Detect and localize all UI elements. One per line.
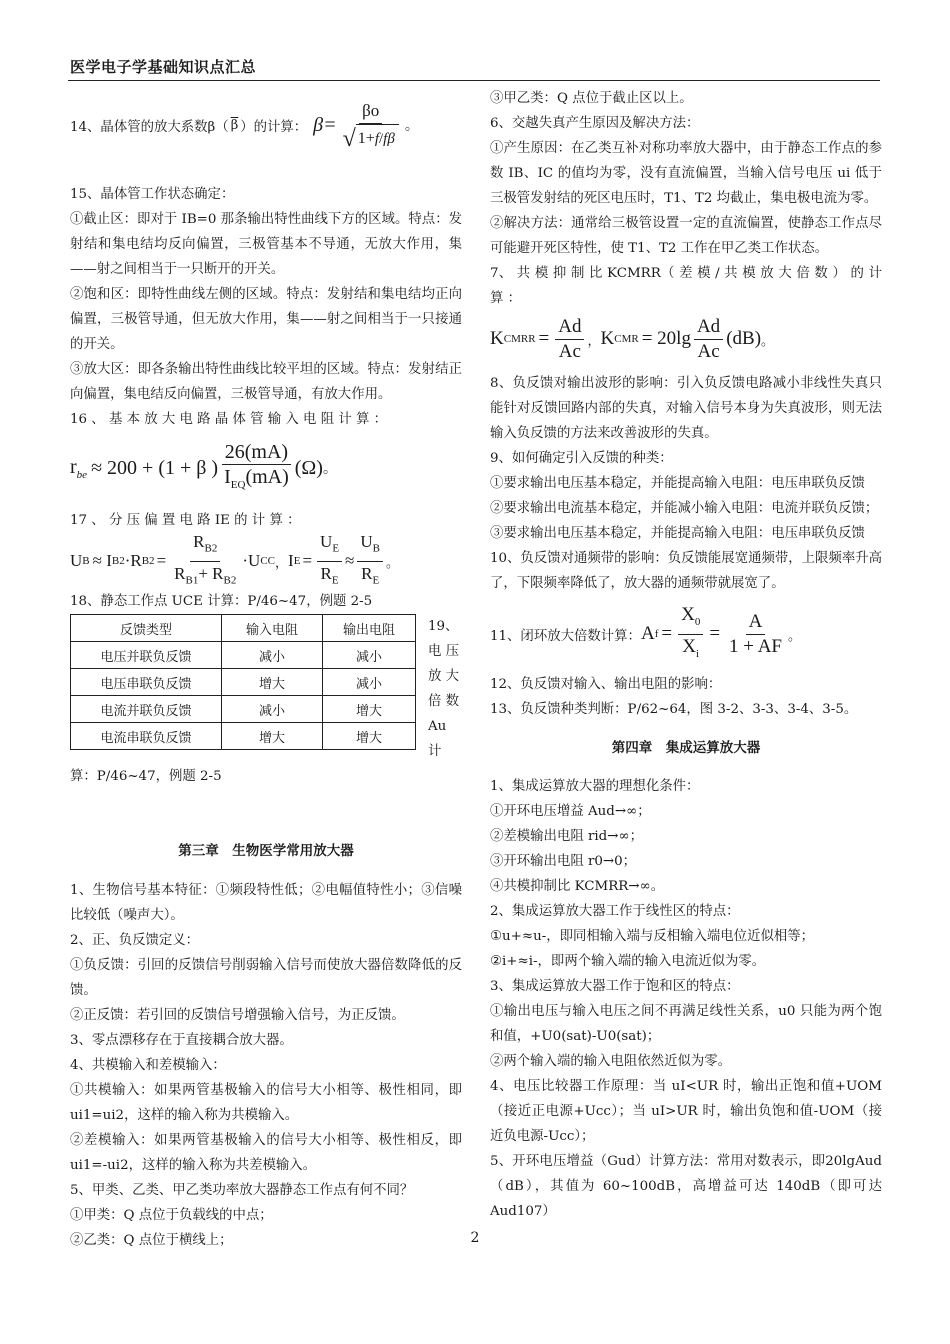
- ie-numerator: [317, 530, 342, 561]
- num-sub: B2: [204, 542, 218, 555]
- r-item-12: 12、负反馈对输入、输出电阻的影响：: [490, 677, 722, 692]
- r-item-6a: ①产生原因：在乙类互补对称功率放大器中，由于静态工作点的参数 IB、IC 的值均为零，没有直流偏置，当输入信号电压 ui 低于三极管发射结的死区电压时，T1、T2 均截止，集电极电流为零。: [490, 141, 882, 206]
- c4-item-1d: ④共模抑制比 KCMRR→∞。: [490, 879, 665, 894]
- item-18: 18、静态工作点 UCE 计算：P/46~47，例题 2-5: [70, 594, 373, 609]
- ucc-u: ·U: [242, 551, 261, 570]
- item-14-text2: ）的计算：: [240, 119, 308, 135]
- rbe-end: 。: [322, 462, 337, 477]
- comma: ，: [275, 554, 289, 570]
- re-r: R: [320, 563, 332, 583]
- k-sub: CMRR: [503, 333, 536, 345]
- c4-item-2: 2、集成运算放大器工作于线性区的特点：: [490, 904, 740, 919]
- re2-r: R: [361, 563, 373, 583]
- ub-u: U: [70, 551, 83, 570]
- ib-i: ≈ I: [92, 551, 112, 570]
- table-cell: 增大: [222, 669, 323, 696]
- ub-fraction: [357, 530, 383, 592]
- k2-symbol: K: [600, 328, 615, 349]
- kcmrr-end: 。: [761, 332, 775, 348]
- rbe-lhs: [70, 456, 87, 481]
- divider-fraction: [171, 530, 239, 592]
- af-eq2: =: [709, 623, 721, 644]
- item-15-active: ③放大区：即各条输出特性曲线比较平坦的区域。特点：发射结正向偏置，集电结反向偏置，三极管导通，有放大作用。: [70, 362, 462, 402]
- c3-item-3: 3、零点漂移存在于直接耦合放大器。: [70, 1032, 293, 1048]
- ad-ac-fraction: [555, 315, 584, 364]
- formula-end: 。: [404, 119, 419, 134]
- left-column: [70, 86, 462, 1253]
- rbe-r: r: [70, 455, 77, 478]
- r-item-9c: ③要求输出电压基本稳定，并能提高输入电阻：电压串联负反馈: [490, 526, 865, 541]
- c3-item-4a: ①共模输入：如果两管基极输入的信号大小相等、极性相同，即 ui1=ui2，这样的输入称为共模输入。: [70, 1082, 462, 1123]
- re-sub: E: [331, 573, 339, 586]
- a-af-fraction: [726, 610, 785, 659]
- den-sub2: B2: [223, 573, 237, 586]
- xi-x: X: [682, 635, 697, 657]
- rbe-formula: [70, 436, 337, 500]
- x0-sub: 0: [694, 615, 701, 628]
- c4-item-2a: ①u+≈u-，即同相输入端与反相输入端电位近似相等；: [490, 929, 815, 944]
- item-19-line: 电 压: [428, 644, 460, 659]
- table-cell: 增大: [323, 696, 416, 723]
- ub2-sub: B: [372, 542, 381, 555]
- c4-item-5: 5、开环电压增益（Gud）计算方法：常用对数表示，即20lgAud（dB），其值为 60~100dB，高增益可达 140dB（即可达 Aud107）: [490, 1154, 882, 1219]
- chapter-3-title: 第三章 生物医学常用放大器: [178, 843, 354, 859]
- den-sub1: B1: [185, 573, 199, 586]
- r-item-9a: ①要求输出电压基本稳定，并能提高输入电阻：电压串联负反馈: [490, 476, 865, 491]
- ad-ac-fraction-2: [694, 315, 723, 364]
- ad2: Ad: [694, 315, 723, 340]
- comma: ，: [587, 332, 601, 348]
- ac2: Ac: [697, 340, 720, 362]
- item-16-title: 16 、 基 本 放 大 电 路 晶 体 管 输 入 电 阻 计 算 ：: [70, 412, 388, 427]
- af-sub: f: [654, 628, 659, 640]
- c4-item-3b: ②两个输入端的输入电阻依然近似为零。: [490, 1054, 732, 1069]
- c4-item-3: 3、集成运算放大器工作于饱和区的特点：: [490, 979, 740, 994]
- table-row: [71, 642, 416, 669]
- c3-item-2a: ①负反馈：引回的反馈信号削弱输入信号而使放大器倍数降低的反馈。: [70, 957, 462, 998]
- beta-formula: [313, 99, 419, 152]
- item-19-line: 放 大: [428, 669, 460, 684]
- ub-sub: B: [82, 555, 90, 567]
- item-15-cutoff: ①截止区：即对于 IB=0 那条输出特性曲线下方的区域。特点：发射结和集电结均反向偏置，三极管基本不导通，无放大作用，集——射之间相当于一只断开的开关。: [70, 212, 462, 277]
- formula-lhs: β=: [313, 113, 337, 136]
- ub-numerator: [357, 530, 383, 561]
- ad: Ad: [555, 315, 584, 340]
- ie-denominator: [318, 562, 342, 592]
- table-cell: 减小: [323, 642, 416, 669]
- den-plus: + R: [198, 563, 224, 583]
- rbe-mid: ≈ 200 + (1 + β ): [91, 456, 219, 479]
- ie-i: I: [288, 551, 294, 570]
- table-cell: 减小: [323, 669, 416, 696]
- rbe-den-i: I: [224, 465, 231, 488]
- item-19-line: 19、: [428, 619, 459, 634]
- rb2-sub: B2: [141, 555, 155, 567]
- af-eq: =: [661, 623, 673, 644]
- af-end: 。: [788, 627, 802, 643]
- item-14-text: 14、晶体管的放大系数β（: [70, 119, 229, 135]
- ie-fraction: [317, 530, 342, 592]
- page-number: 2: [470, 1230, 480, 1246]
- page-header-title: 医学电子学基础知识点汇总: [70, 58, 257, 76]
- fraction-numerator: βo: [359, 99, 382, 124]
- item-19-line: Au: [428, 719, 447, 734]
- table-row: [71, 669, 416, 696]
- table-cell: 减小: [222, 642, 323, 669]
- beta-bar: $\overline{\beta}$: [230, 117, 239, 133]
- x0: [678, 603, 703, 635]
- table-cell: 增大: [323, 723, 416, 750]
- c4-item-1a: ①开环电压增益 Aud→∞；: [490, 804, 651, 819]
- fraction-denominator: [340, 124, 402, 152]
- table-cell: 减小: [222, 696, 323, 723]
- r-item-10: 10、负反馈对通频带的影响：负反馈能展宽通频带，上限频率升高了，下限频率降低了，放大器的通频带就展宽了。: [490, 551, 882, 591]
- item-19-line: 计: [428, 744, 442, 759]
- r-item-5c: ③甲乙类：Q 点位于截止区以上。: [490, 91, 693, 106]
- item-19-end: 算：P/46~47，例题 2-5: [70, 769, 222, 784]
- c4-item-4: 4、电压比较器工作原理：当 uI<UR 时，输出正饱和值+UOM（接近正电源+Ucc）；当 uI>UR 时，输出负饱和值-UOM（接近负电源-Ucc）；: [490, 1079, 882, 1144]
- r-item-6: 6、交越失真产生原因及解决方法：: [490, 116, 700, 131]
- ie-end: 。: [386, 554, 400, 570]
- table-cell: 电流并联负反馈: [71, 696, 222, 723]
- header-divider: [68, 80, 880, 81]
- den-r: R: [174, 563, 186, 583]
- rb2-r: ·R: [124, 551, 142, 570]
- c3-item-1: 1、生物信号基本特征：①频段特性低；②电幅值特性小；③信噪比较低（噪声大）。: [70, 882, 462, 923]
- approx: ≈: [345, 551, 355, 570]
- ub-denominator: [358, 562, 382, 592]
- table-cell: 电压并联负反馈: [71, 642, 222, 669]
- re2-sub: E: [372, 573, 380, 586]
- item-15-saturation: ②饱和区：即特性曲线左侧的区域。特点：发射结和集电结均正向偏置，三极管导通，但无放大作用，集——射之间相当于一只接通的开关。: [70, 287, 462, 352]
- c3-item-4b: ②差模输入：如果两管基极输入的信号大小相等、极性相反，即 ui1=-ui2，这样的输入称为共差模输入。: [70, 1132, 462, 1173]
- eq2-lg: = 20lg: [641, 328, 691, 349]
- k2-sub: CMR: [614, 333, 639, 345]
- rbe-denominator: [221, 465, 292, 497]
- rbe-den-sub: EQ: [230, 478, 246, 491]
- item-14: [70, 86, 462, 164]
- sqrt-one: 1+: [357, 129, 375, 147]
- c3-item-2b: ②正反馈：若引回的反馈信号增强输入信号，为正反馈。: [70, 1007, 405, 1023]
- r-item-9b: ②要求输出电流基本稳定，并能减小输入电阻：电流并联负反馈；: [490, 501, 879, 516]
- kcmrr-formula: [490, 311, 774, 367]
- ie-formula: [70, 533, 399, 589]
- c4-item-1: 1、集成运算放大器的理想化条件：: [490, 779, 700, 794]
- table-cell: 电压串联负反馈: [71, 669, 222, 696]
- eq2: =: [302, 551, 313, 570]
- c4-item-1b: ②差模输出电阻 rid→∞；: [490, 829, 644, 844]
- item-17-title: 17 、 分 压 偏 置 电 路 IE 的 计 算 ：: [70, 513, 301, 528]
- rbe-tail: (Ω): [294, 456, 323, 479]
- beta-fraction: [340, 99, 402, 152]
- num-r: R: [193, 532, 205, 552]
- af-den: 1 + AF: [729, 635, 782, 657]
- c3-item-5b: ②乙类：Q 点位于横线上；: [70, 1232, 233, 1248]
- af-a: A: [640, 623, 655, 644]
- divider-denominator: [171, 562, 239, 592]
- xi: [679, 635, 702, 666]
- af-formula: [641, 603, 801, 666]
- eq1: =: [156, 551, 167, 570]
- table-header-cell: 输入电阻: [222, 615, 323, 642]
- chapter-4-title: 第四章 集成运算放大器: [611, 739, 761, 756]
- c3-item-2: 2、正、负反馈定义：: [70, 932, 200, 948]
- r-item-11: [490, 596, 882, 672]
- ue-u: U: [320, 532, 333, 552]
- item-19-side: [428, 614, 462, 764]
- rbe-sub: be: [76, 468, 88, 481]
- c3-item-5: 5、甲类、乙类、甲乙类功率放大器静态工作点有何不同？: [70, 1182, 414, 1198]
- ac: Ac: [558, 340, 581, 362]
- table-header-cell: 输出电阻: [323, 615, 416, 642]
- table-header-cell: 反馈类型: [71, 615, 222, 642]
- table-row: [71, 696, 416, 723]
- sqrt-symbol: √ 1+ f/fβ: [343, 124, 399, 151]
- a-num: A: [746, 610, 766, 635]
- feedback-table: [70, 614, 416, 750]
- rbe-den-tail: (mA): [245, 465, 289, 488]
- right-column: [490, 86, 882, 1224]
- r-item-9: 9、如何确定引入反馈的种类：: [490, 451, 673, 466]
- ucc-sub: CC: [260, 555, 276, 567]
- ue-sub: E: [332, 542, 340, 555]
- c4-item-3a: ①输出电压与输入电压之间不再满足线性关系，u0 只能为两个饱和值，+U0(sat)-U0(sat)；: [490, 1004, 882, 1044]
- db-unit: (dB): [726, 328, 762, 349]
- table-header-row: [71, 615, 416, 642]
- ie-sub: E: [293, 555, 301, 567]
- sqrt-fbeta: fβ: [383, 130, 395, 147]
- table-cell: 电流串联负反馈: [71, 723, 222, 750]
- k-symbol: K: [490, 328, 504, 349]
- r-item-6b: ②解决方法：通常给三极管设置一定的直流偏置，使静态工作点尽可能避开死区特性，使 T1、T2 工作在甲乙类工作状态。: [490, 216, 882, 256]
- table-cell: 增大: [222, 723, 323, 750]
- r-item-8: 8、负反馈对输出波形的影响：引入负反馈电路减小非线性失真只能针对反馈回路内部的失真，对输入信号本身为失真波形，则无法输入负反馈的方法来改善波形的失真。: [490, 376, 882, 441]
- c3-item-5a: ①甲类：Q 点位于负载线的中点；: [70, 1207, 273, 1223]
- item-19-line: 倍 数: [428, 694, 460, 709]
- divider-numerator: [190, 530, 220, 561]
- rbe-numerator: 26(mA): [222, 440, 291, 465]
- r-item-13: 13、负反馈种类判断：P/62~64，图 3-2、3-3、3-4、3-5。: [490, 702, 858, 717]
- c4-item-2b: ②i+≈i-，即两个输入端的输入电流近似为零。: [490, 954, 766, 969]
- c4-item-1c: ③开环输出电阻 r0→0；: [490, 854, 637, 869]
- x-fraction: [678, 603, 703, 666]
- r-item-7: 7、 共 模 抑 制 比 KCMRR（ 差 模 / 共 模 放 大 倍 数 ） 的 计 算 ：: [490, 266, 882, 306]
- table-block: [70, 614, 462, 764]
- c3-item-4: 4、共模输入和差模输入：: [70, 1057, 226, 1073]
- x0-x: X: [681, 603, 695, 625]
- xi-sub: i: [696, 647, 700, 660]
- sqrt-f: f: [374, 130, 379, 147]
- r-item-11-text: 11、闭环放大倍数计算：: [490, 628, 641, 644]
- item-15-title: 15、晶体管工作状态确定：: [70, 187, 235, 202]
- rbe-fraction: [221, 440, 292, 497]
- ub2-u: U: [360, 532, 373, 552]
- table-row: [71, 723, 416, 750]
- ib-sub: B2: [111, 555, 125, 567]
- eq: =: [538, 328, 550, 349]
